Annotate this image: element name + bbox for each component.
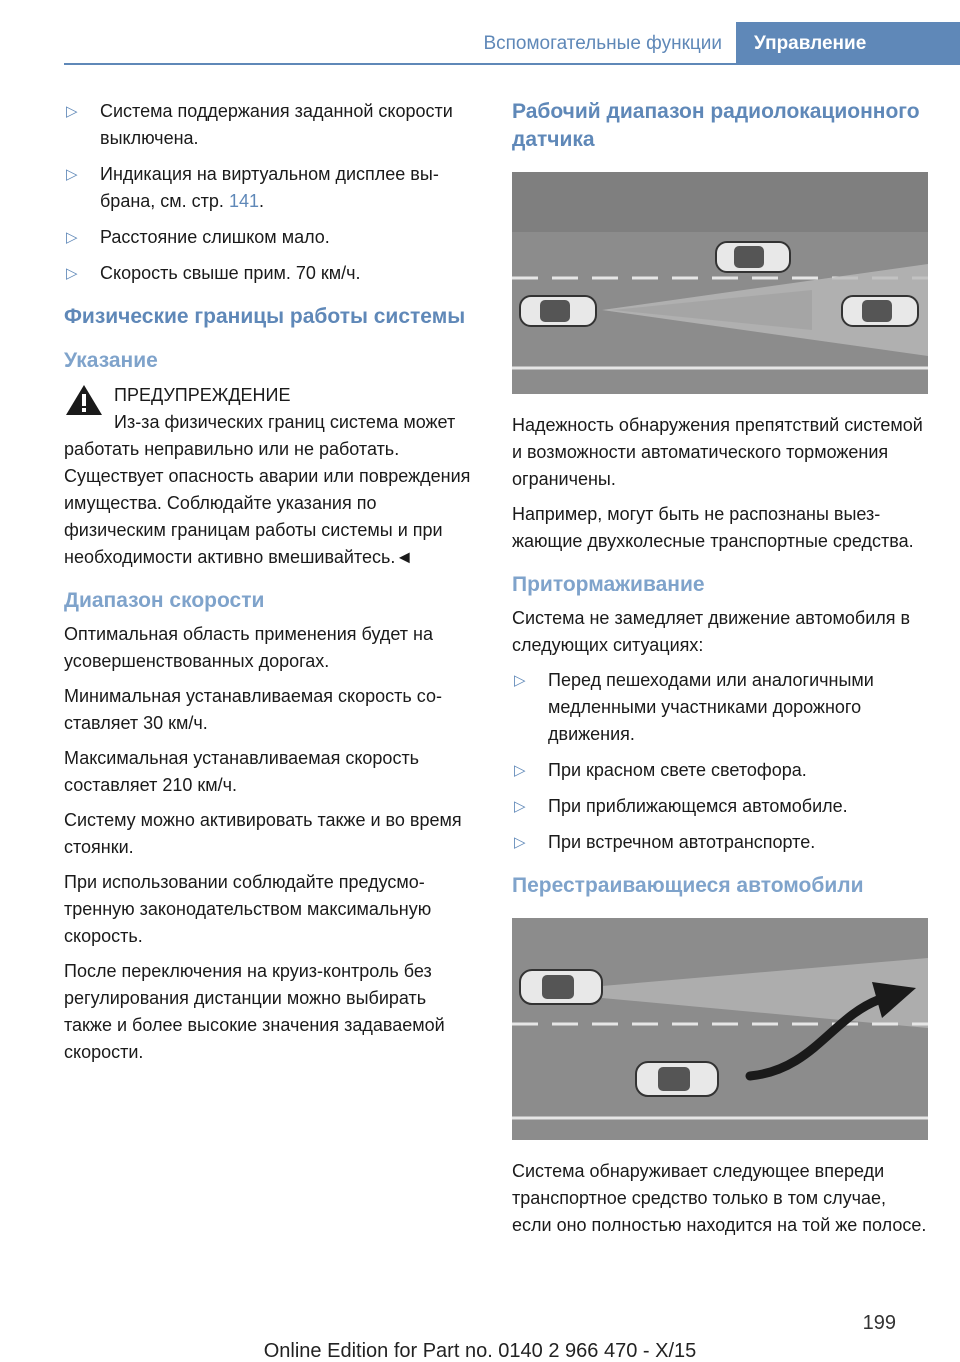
list-item: ▷ Расстояние слишком мало. [64,224,478,251]
paragraph: Минимальная устанавливаемая скорость составляет 30 км/ч. [64,686,442,733]
lane-change-illustration [512,918,928,1140]
heading-radar-range: Рабочий диапазон радиолокационного датчика [512,100,920,151]
heading-braking: Притормаживание [512,573,705,596]
list-item: ▷ При красном свете светофора. [512,757,928,784]
warning-block [64,381,478,571]
warning-body: Из-за физических границ система может работать неправильно или не работать. Существует опасность аварии или повреждения имущества. Соблюдайте указания по физическим границам работы системы и при необходимости активно вмешивайтесь.◄ [64,412,471,567]
list-item: ▷ Система поддержания заданной скорости выключена. [64,98,478,152]
page-number: 199 [862,1312,896,1334]
paragraph: После переключения на круиз-контроль без регулирования дистанции можно выбирать также и более высокие значения задаваемой скорости. [64,961,445,1062]
paragraph: При использовании соблюдайте предусмотренную законодательством максимальную скорость. [64,872,432,946]
paragraph: Оптимальная область применения будет на усовершенствованных дорогах. [64,624,433,671]
list-item: ▷ Перед пешеходами или аналогичными медленными участниками дорожного движения. [512,667,928,748]
heading-speed-range: Диапазон скорости [64,589,265,612]
heading-physical-limits: Физические границы работы системы [64,305,466,328]
header-section-title: Вспомогательные функции [483,33,722,54]
list-item: ▷ Скорость свыше прим. 70 км/ч. [64,260,478,287]
triangle-bullet-icon: ▷ [514,762,526,779]
triangle-bullet-icon: ▷ [514,798,526,815]
triangle-bullet-icon: ▷ [66,265,78,282]
page-link[interactable]: 141 [228,191,259,211]
triangle-bullet-icon: ▷ [66,166,78,183]
radar-range-illustration [512,172,928,394]
heading-lane-change: Перестраивающиеся автомобили [512,874,864,897]
triangle-bullet-icon: ▷ [66,103,78,120]
header-tab: Управление [736,22,960,65]
right-column [512,98,928,1247]
edition-footer: Online Edition for Part no. 0140 2 966 470 - X/15 [263,1340,697,1362]
left-column [64,98,478,1074]
car-icon [520,296,596,326]
heading-note: Указание [64,349,158,372]
status-bullets [64,98,478,287]
triangle-bullet-icon: ▷ [514,672,526,689]
list-item: ▷ Индикация на виртуальном дисплее выбрана, см. стр. 141. [64,161,478,215]
car-icon [842,296,918,326]
paragraph: Система не замедляет движение автомобиля в следующих ситуациях: [512,608,911,655]
paragraph: Систему можно активировать также и во время стоянки. [64,810,462,857]
triangle-bullet-icon: ▷ [514,834,526,851]
car-icon [716,242,790,272]
header-rule [64,63,960,65]
car-icon [636,1062,718,1096]
list-item: ▷ При приближающемся автомобиле. [512,793,928,820]
warning-title: ПРЕДУПРЕЖДЕНИЕ [114,385,291,405]
paragraph: Например, могут быть не распознаны выезжающие двухколесные транспортные средства. [512,504,914,551]
car-icon [520,970,602,1004]
paragraph: Система обнаруживает следующее впереди транспортное средство только в том случае, если оно полностью находится на той же полосе. [512,1161,927,1235]
warning-triangle-icon [64,383,104,417]
paragraph: Надежность обнаружения препятствий системой и возможности автоматического торможения ограничены. [512,415,923,489]
list-item: ▷ При встречном автотранспорте. [512,829,928,856]
braking-bullets [512,667,928,856]
triangle-bullet-icon: ▷ [66,229,78,246]
paragraph: Максимальная устанавливаемая скорость составляет 210 км/ч. [64,748,420,795]
